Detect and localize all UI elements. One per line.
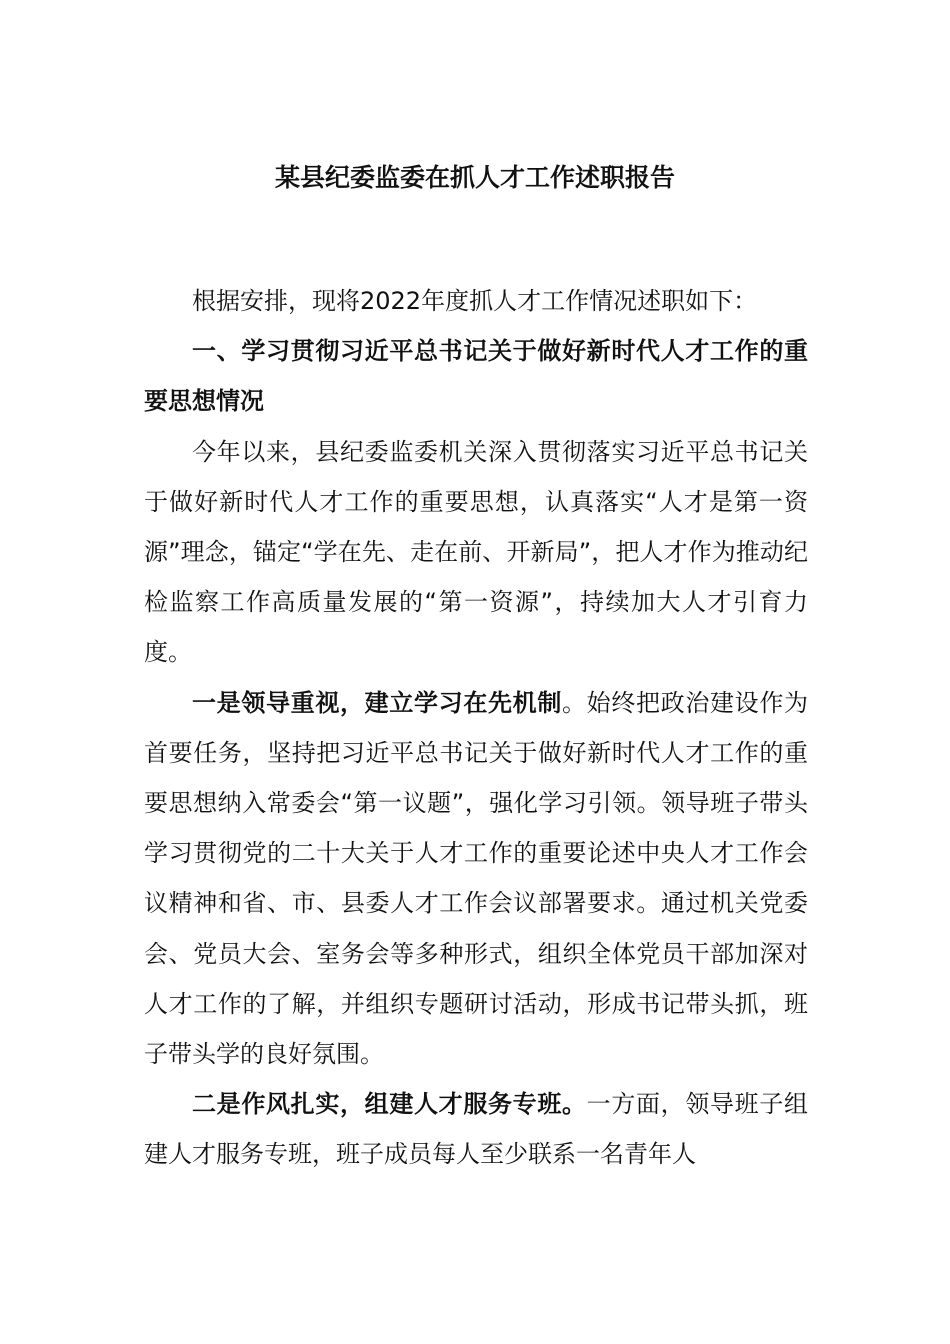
point-two-body: 一方面，领导班子组建人才服务专班，班子成员每人至少联系一名青年人 bbox=[144, 1090, 809, 1169]
document-body bbox=[144, 276, 808, 1180]
section-paragraph: 今年以来，县纪委监委机关深入贯彻落实习近平总书记关于做好新时代人才工作的重要思想，认真落实“人才是第一资源”理念，锚定“学在先、走在前、开新局”，把人才作为推动纪检监察工作高质量发展的“第一资源”，持续加大人才引育力度。 bbox=[144, 437, 808, 667]
document-title: 某县纪委监委在抓人才工作述职报告 bbox=[274, 163, 675, 192]
point-two-paragraph bbox=[144, 1079, 808, 1179]
point-one-body: 。始终把政治建设作为首要任务，坚持把习近平总书记关于做好新时代人才工作的重要思想纳入常委会“第一议题”，强化学习引领。领导班子带头学习贯彻党的二十大关于人才工作的重要论述中央人才工作会议精神和省、市、县委人才工作会议部署要求。通过机关党委会、党员大会、室务会等多种形式，组织全体党员干部加深对人才工作的了解，并组织专题研讨活动，形成书记带头抓，班子带头学的良好氛围。 bbox=[144, 688, 808, 1069]
point-one-paragraph bbox=[144, 678, 808, 1080]
section-heading: 一、学习贯彻习近平总书记关于做好新时代人才工作的重要思想情况 bbox=[144, 337, 808, 416]
point-two-lead: 二是作风扎实，组建人才服务专班。 bbox=[192, 1090, 587, 1119]
point-one-lead: 一是领导重视，建立学习在先机制 bbox=[192, 688, 562, 717]
intro-paragraph: 根据安排，现将2022年度抓人才工作情况述职如下： bbox=[192, 287, 758, 315]
